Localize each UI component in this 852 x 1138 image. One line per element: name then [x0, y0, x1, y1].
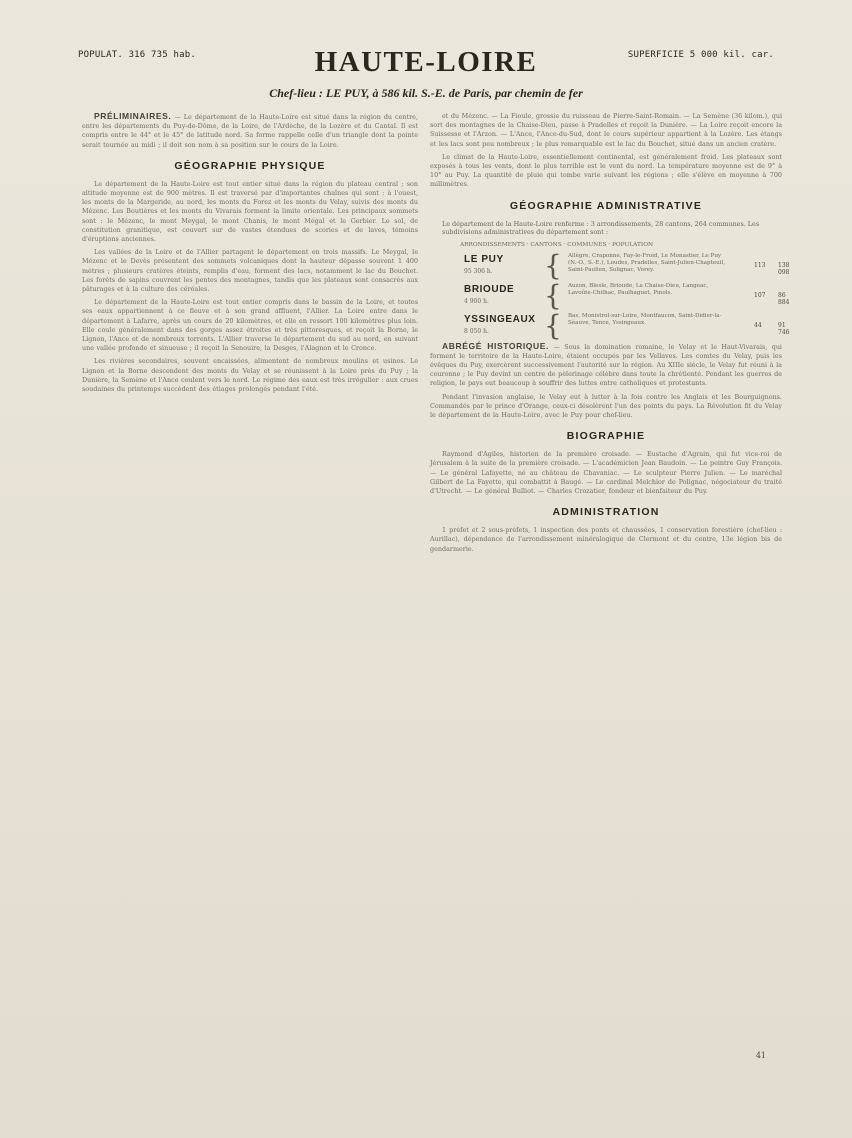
- hydrography-paragraph: et du Mézenc. — La Fioule, grossie du ruisseau de Pierre-Saint-Romain. — La Semène (36 kilom.), qui sort des montagnes de la Chaise-Dieu, passe à Pradelles et reçoit la Dunière. — La Loire reçoit encore la Suissesse et l'Arzon. — L'Ance, l'Ance-du-Sud, dont le cours supérieur appartient à la Lozère. Les étangs et les lacs sont peu nombreux ; le plus remarquable est le lac du Bouchet, situé dans un ancien cratère.: [430, 112, 782, 148]
- geographie-physique-heading: GÉOGRAPHIE PHYSIQUE: [174, 159, 326, 172]
- arrondissement-row: [458, 248, 790, 282]
- page-title: HAUTE-LOIRE: [314, 46, 538, 78]
- superficie-label: SUPERFICIE 5 000 kil. car.: [627, 50, 774, 60]
- brace-glyph: {: [544, 308, 562, 342]
- arrondissement-name: YSSINGEAUX: [464, 313, 536, 325]
- abrege-historique-paragraph: [430, 342, 782, 389]
- arrondissement-population: 95 306 h.: [464, 267, 493, 275]
- right-column: [430, 112, 790, 558]
- communes-count: 107: [754, 291, 766, 299]
- geographie-administrative-heading: GÉOGRAPHIE ADMINISTRATIVE: [509, 199, 703, 212]
- preliminaires-label: PRÉLIMINAIRES.: [94, 111, 172, 121]
- biographie-heading: BIOGRAPHIE: [566, 430, 646, 443]
- arrondissement-row: [458, 308, 790, 342]
- abrege-historique-label: ABRÉGÉ HISTORIQUE.: [442, 340, 549, 351]
- administration-paragraph: 1 préfet et 2 sous-préfets, 1 inspection des ponts et chaussées, 1 conservation forestière (chef-lieu : Aurillac), dépendance de l'arrondissement minéralogique de Clermont et du centre, 13e légion bis de gendarmerie.: [430, 526, 782, 553]
- arrondissement-name: LE PUY: [464, 253, 504, 265]
- history-paragraph: Pendant l'invasion anglaise, le Velay eut à lutter à la fois contre les Anglais et les Bourguignons. Commandés par le prince d'Orange, ceux-ci désolèrent l'un des points du pays. La Révolution fit du Velay le département de la Haute-Loire, avec le Puy pour chef-lieu.: [430, 392, 782, 420]
- communes-count: 113: [754, 261, 766, 269]
- preliminaires-text: — Le département de la Haute-Loire est situé dans la région du centre, entre les départements du Puy-de-Dôme, de la Loire, de l'Ardèche, de la Lozère et du Cantal. Il est compris entre le 44° et le 45° de latitude nord. Sa forme rappelle celle d'un triangle dont la pointe serait tournée au midi ; il doit son nom à sa position sur le cours de la Loire.: [82, 113, 418, 149]
- arrondissement-name: BRIOUDE: [464, 283, 515, 295]
- population-label: POPULAT. 316 735 hab.: [78, 50, 196, 60]
- left-column: [82, 112, 418, 398]
- arrondissement-row: [458, 278, 790, 312]
- abrege-historique-text: — Sous la domination romaine, le Velay et le Haut-Vivarais, qui forment le territoire de la Haute-Loire, étaient occupés par les Vellaves. Les comtes du Velay, puis les évêques du Puy, exercèrent successivement l'autorité sur la région. Au XIIIe siècle, le Velay fut réuni à la couronne ; le Puy devint un centre de pèlerinage célèbre dans toute la chrétienté. Pendant les guerres de religion, le pays eut beaucoup à souffrir des luttes entre catholiques et protestants.: [430, 342, 782, 388]
- geo-physique-paragraph: Le département de la Haute-Loire est tout entier compris dans le bassin de la Loire, et toutes ses eaux appartiennent à ce fleuve et à son grand affluent, l'Allier. La Loire entre dans le département à Lafarre, après un cours de 20 kilomètres, et elle en ressort 100 kilomètres plus loin. Elle coule généralement dans des gorges assez étroites et très pittoresques, et reçoit la Borne, le Lignon, l'Ance et de nombreux torrents. L'Allier traverse le département du sud au nord, en suivant une vallée profonde et sinueuse ; il reçoit la Senouire, la Desges, l'Alagnon et le Cronce.: [82, 298, 418, 353]
- population-total: 86 884: [778, 291, 790, 306]
- arrondissement-population: 4 900 h.: [464, 297, 489, 305]
- page-number: 41: [755, 1051, 766, 1060]
- arrondissement-population: 8 050 h.: [464, 327, 489, 335]
- geo-physique-paragraph: Les rivières secondaires, souvent encaissées, alimentent de nombreux moulins et usines. Le Lignon et la Borne descendent des monts du Velay et se réunissent à la Loire près du Puy ; la Dunière, la Semène et l'Ance coulent vers le nord. Le régime des eaux est très irrégulier : aux crues soudaines du printemps succèdent des étiages prolongés pendant l'été.: [82, 357, 418, 394]
- communes-count: 44: [754, 321, 762, 329]
- climate-paragraph: Le climat de la Haute-Loire, essentiellement continental, est généralement froid. Les plateaux sont exposés à tous les vents, dont le plus terrible est le vent du nord. La température moyenne est de 9° à 10° au Puy. La quantité de pluie qui tombe varie suivant les régions ; elle s'élève en moyenne à 700 millimètres.: [430, 152, 782, 189]
- administration-heading: ADMINISTRATION: [552, 506, 660, 519]
- biographie-paragraph: Raymond d'Agiles, historien de la première croisade. — Eustache d'Agrain, qui fut vice-roi de Jérusalem à la suite de la première croisade. — L'académicien Jean Baudoin. — Le peintre Guy François. — Le général Lafayette, né au château de Chavaniac. — Le sculpteur Pierre Julien. — Le maréchal Gilbert de La Fayette, qui combattit à Baugé. — Le cardinal Melchior de Polignac, négociateur du traité d'Utrecht. — Le général Bulliot. — Charles Crozatier, fondeur et bienfaiteur du Puy.: [430, 450, 782, 496]
- population-total: 91 746: [778, 321, 790, 336]
- cantons-list: Auzon, Blesle, Brioude, La Chaise-Dieu, Langeac, Lavoûte-Chilhac, Paulhaguet, Pinols.: [568, 282, 709, 297]
- geo-physique-paragraph: Les vallées de la Loire et de l'Allier partagent le département en trois massifs. Le Meygal, le Mézenc et le Devès présentent des sommets volcaniques dont la hauteur dépasse souvent 1 400 mètres ; plusieurs cratères éteints, remplis d'eau, forment des lacs, notamment le lac du Bouchet. Les forêts de sapins couvrent les pentes des montagnes, tandis que les plateaux sont consacrés aux pâturages et à la culture des céréales.: [82, 248, 418, 294]
- preliminaires-paragraph: [82, 112, 418, 150]
- admin-table-header: ARRONDISSEMENTS · CANTONS · COMMUNES · POPULATION: [460, 241, 654, 248]
- geo-physique-paragraph: Le département de la Haute-Loire est tout entier situé dans la région du plateau central ; son altitude moyenne est de 900 mètres. Il est traversé par d'importantes chaînes qui sont : à l'ouest, les monts de la Margeride, au nord, les monts du Forez et les monts du Velay, suivis des monts du Mézenc. Les Boutières et les monts du Vivarais forment la limite orientale. Les principaux sommets sont : le Mézenc, le mont Meygal, le mont Chanis, le mont Mégal et le Gerbier. Le sol, de constitution granitique, est couvert sur de vastes étendues de scories et de laves, témoins d'éruptions anciennes.: [82, 179, 418, 244]
- cantons-list: Bas, Monistrol-sur-Loire, Montfaucon, Saint-Didier-la-Séauve, Tence, Yssingeaux.: [568, 312, 722, 327]
- cantons-list: Allègre, Craponne, Fay-le-Froid, Le Monastier, Le Puy (N.-O., S.-E.), Loudes, Pradelles, Saint-Julien-Chapteuil, Saint-Paulien, Solignac, Vorey.: [568, 252, 726, 274]
- population-total: 138 098: [778, 261, 790, 276]
- page-subtitle: Chef-lieu : LE PUY, à 586 kil. S.-E. de Paris, par chemin de fer: [269, 86, 583, 100]
- brace-glyph: {: [544, 278, 562, 312]
- admin-intro: Le département de la Haute-Loire renferme : 3 arrondissements, 28 cantons, 264 communes. Les subdivisions administratives du département sont :: [442, 219, 760, 236]
- brace-glyph: {: [544, 248, 562, 282]
